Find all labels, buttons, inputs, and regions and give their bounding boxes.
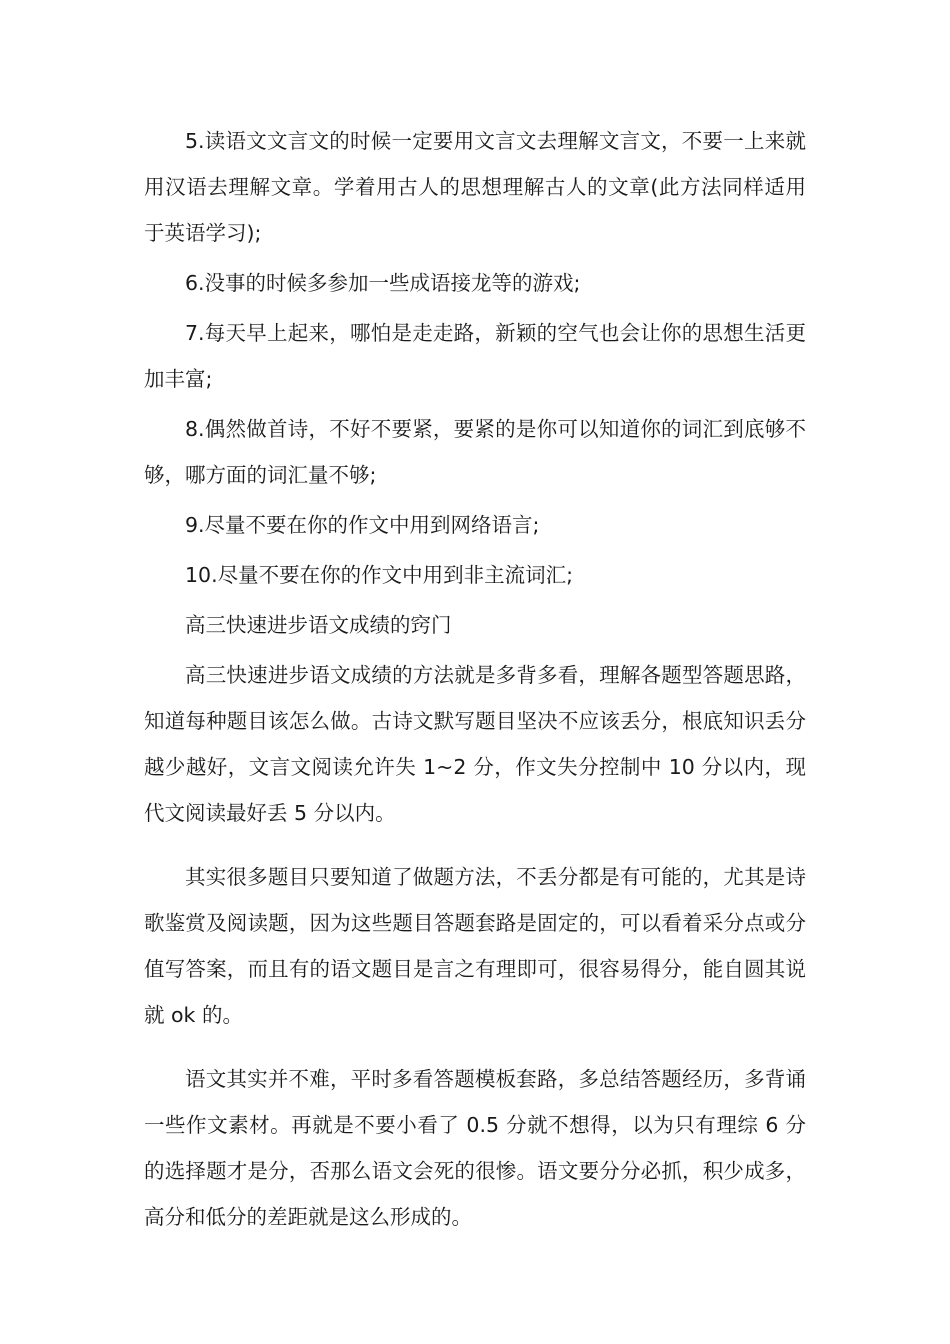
paragraph-tip-10: 10.尽量不要在你的作文中用到非主流词汇; [185, 563, 574, 587]
section-heading: 高三快速进步语文成绩的窍门 [185, 613, 452, 637]
paragraph-conclusion: 语文其实并不难，平时多看答题模板套路，多总结答题经历，多背诵一些作文素材。再就是不要小看了 0.5 分就不想得，以为只有理综 6 分的选择题才是分，否那么语文会死的很惨。语文要分分必抓，积少成多，高分和低分的差距就是这么形成的。 [144, 1067, 806, 1229]
paragraph-question-types: 其实很多题目只要知道了做题方法，不丢分都是有可能的，尤其是诗歌鉴赏及阅读题，因为这些题目答题套路是固定的，可以看着采分点或分值写答案，而且有的语文题目是言之有理即可，很容易得分，能自圆其说就 ok 的。 [144, 865, 806, 1027]
paragraph-tip-7: 7.每天早上起来，哪怕是走走路，新颖的空气也会让你的思想生活更加丰富; [144, 321, 806, 391]
paragraph-tip-5: 5.读语文文言文的时候一定要用文言文去理解文言文，不要一上来就用汉语去理解文章。学着用古人的思想理解古人的文章(此方法同样适用于英语学习); [144, 129, 806, 245]
paragraph-tip-8: 8.偶然做首诗，不好不要紧，要紧的是你可以知道你的词汇到底够不够，哪方面的词汇量不够; [144, 417, 806, 487]
paragraph-tip-9: 9.尽量不要在你的作文中用到网络语言; [185, 513, 540, 537]
paragraph-method: 高三快速进步语文成绩的方法就是多背多看，理解各题型答题思路，知道每种题目该怎么做。古诗文默写题目坚决不应该丢分，根底知识丢分越少越好，文言文阅读允许失 1~2 分，作文失分控制中 10 分以内，现代文阅读最好丢 5 分以内。 [144, 663, 806, 825]
document-body [144, 118, 806, 1244]
paragraph-tip-6: 6.没事的时候多参加一些成语接龙等的游戏; [185, 271, 581, 295]
